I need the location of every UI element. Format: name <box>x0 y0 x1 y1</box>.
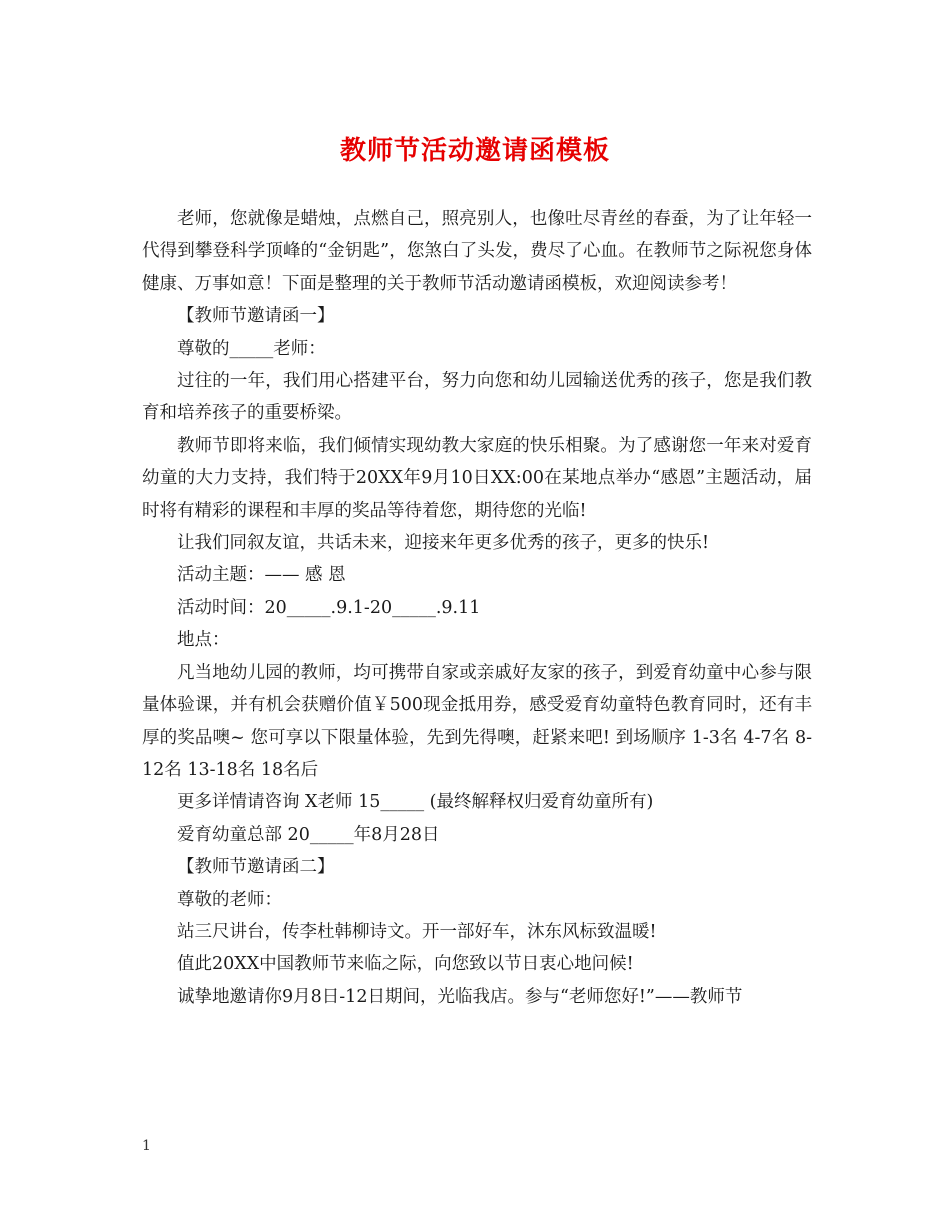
event-location: 地点： <box>177 630 230 651</box>
body-paragraph: 值此20XX中国教师节来临之际，向您致以节日衷心地问候! <box>177 954 634 975</box>
body-paragraph: 凡当地幼儿园的教师，均可携带自家或亲戚好友家的孩子，到爱育幼童中心参与限量体验课，并有机会获赠价值￥500现金抵用券，感受爱育幼童特色教育同时，还有丰厚的奖品噢~ 您可享以下限量体验，先到先得噢，赶紧来吧! 到场顺序 1-3名 4-7名 8-12名 13-18名 18名后 <box>142 662 812 780</box>
intro-paragraph: 老师，您就像是蜡烛，点燃自己，照亮别人，也像吐尽青丝的春蚕，为了让年轻一代得到攀登科学顶峰的“金钥匙”，您煞白了头发，费尽了心血。在教师节之际祝您身体健康、万事如意！下面是整理的关于教师节活动邀请函模板，欢迎阅读参考！ <box>142 209 812 294</box>
document-body <box>142 203 812 1013</box>
body-paragraph: 站三尺讲台，传李杜韩柳诗文。开一部好车，沐东风标致温暖! <box>177 921 657 942</box>
body-paragraph: 过往的一年，我们用心搭建平台，努力向您和幼儿园输送优秀的孩子，您是我们教育和培养孩子的重要桥梁。 <box>142 371 812 424</box>
signature-line: 爱育幼童总部 20_____年8月28日 <box>177 824 440 845</box>
body-paragraph: 让我们同叙友谊，共话未来，迎接来年更多优秀的孩子，更多的快乐! <box>177 533 710 554</box>
salutation-1: 尊敬的_____老师： <box>177 338 326 359</box>
section-heading-1: 【教师节邀请函一】 <box>177 306 335 327</box>
body-paragraph: 教师节即将来临，我们倾情实现幼教大家庭的快乐相聚。为了感谢您一年来对爱育幼童的大力支持，我们特于20XX年9月10日XX:00在某地点举办“感恩”主题活动，届时将有精彩的课程和丰厚的奖品等待着您，期待您的光临! <box>142 435 812 521</box>
document-title: 教师节活动邀请函模板 <box>339 136 610 166</box>
salutation-2: 尊敬的老师： <box>177 889 282 910</box>
section-heading-2: 【教师节邀请函二】 <box>177 857 335 878</box>
event-time: 活动时间：20_____.9.1-20_____.9.11 <box>177 597 481 618</box>
event-theme: 活动主题：—— 感 恩 <box>177 565 346 586</box>
contact-line: 更多详情请咨询 X老师 15_____ (最终解释权归爱育幼童所有) <box>177 792 654 813</box>
page-number: 1 <box>142 1138 151 1154</box>
body-paragraph: 诚挚地邀请你9月8日-12日期间，光临我店。参与“老师您好!”——教师节 <box>177 986 743 1007</box>
